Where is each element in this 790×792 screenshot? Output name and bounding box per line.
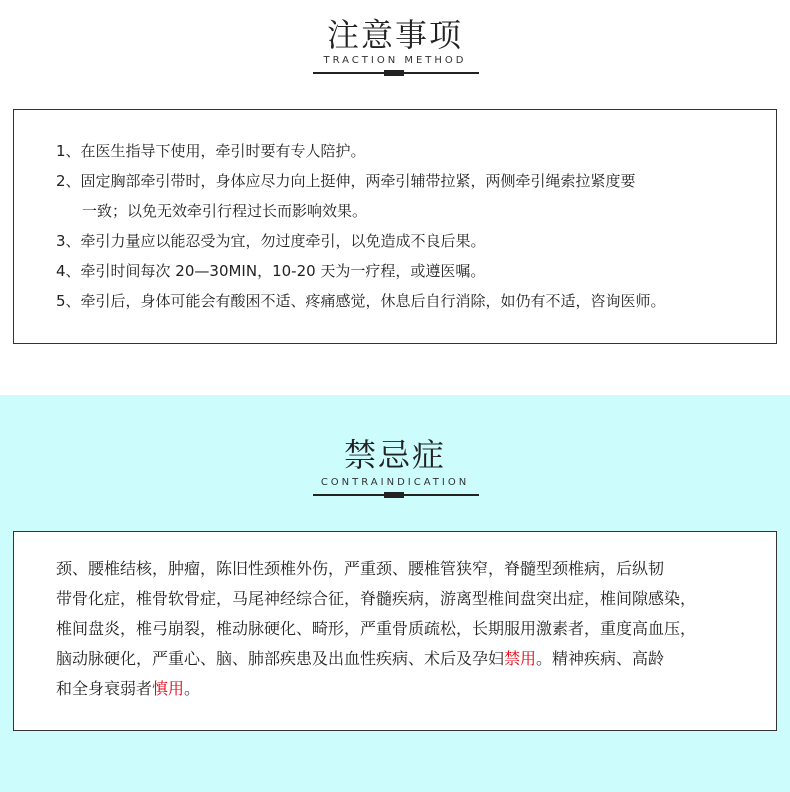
notice-item-2: 2、固定胸部牵引带时，身体应尽力向上挺伸，两牵引辅带拉紧，两侧牵引绳索拉紧度要: [56, 172, 636, 190]
contra-line-4: [56, 646, 664, 669]
notice-section: [0, 0, 790, 395]
notice-item-1: 1、在医生指导下使用，牵引时要有专人陪护。: [56, 142, 366, 160]
notice-item-5: 5、牵引后，身体可能会有酸困不适、疼痛感觉，休息后自行消除，如仍有不适，咨询医师。: [56, 292, 666, 310]
notice-item-3: 3、牵引力量应以能忍受为宜，勿过度牵引，以免造成不良后果。: [56, 232, 486, 250]
contra-line-1: 颈、腰椎结核，肿瘤，陈旧性颈椎外伤，严重颈、腰椎管狭窄，脊髓型颈椎病，后纵韧: [56, 559, 665, 578]
contra-line-2: 带骨化症，椎骨软骨症，马尾神经综合征，脊髓疾病，游离型椎间盘突出症，椎间隙感染，: [56, 589, 697, 608]
contra-line-3: 椎间盘炎，椎弓崩裂，椎动脉硬化、畸形，严重骨质疏松，长期服用激素者，重度高血压，: [56, 619, 697, 638]
notice-divider-mark: [384, 70, 404, 76]
contra-line-5: [56, 676, 200, 699]
notice-box: [13, 109, 777, 344]
contra-subtitle: CONTRAINDICATION: [320, 477, 470, 488]
forbidden-label: 禁用: [504, 649, 537, 668]
contra-line-5-text: 和全身衰弱者: [56, 679, 153, 698]
contra-line-5-tail: 。: [184, 679, 201, 698]
contra-divider-mark: [384, 492, 404, 498]
notice-item-2-cont: 一致；以免无效牵引行程过长而影响效果。: [82, 202, 368, 220]
contra-section: [0, 395, 790, 792]
notice-title: 注意事项: [326, 16, 463, 54]
notice-subtitle: TRACTION METHOD: [323, 55, 467, 66]
contra-line-4-text: 脑动脉硬化，严重心、脑、肺部疾患及出血性疾病、术后及孕妇: [56, 649, 505, 668]
contra-box: [13, 531, 777, 731]
contra-line-4-tail: 。精神疾病、高龄: [536, 649, 665, 668]
notice-item-4: 4、牵引时间每次 20—30MIN，10-20 天为一疗程，或遵医嘱。: [56, 262, 486, 280]
contra-title: 禁忌症: [343, 436, 446, 474]
caution-label: 慎用: [152, 679, 185, 698]
